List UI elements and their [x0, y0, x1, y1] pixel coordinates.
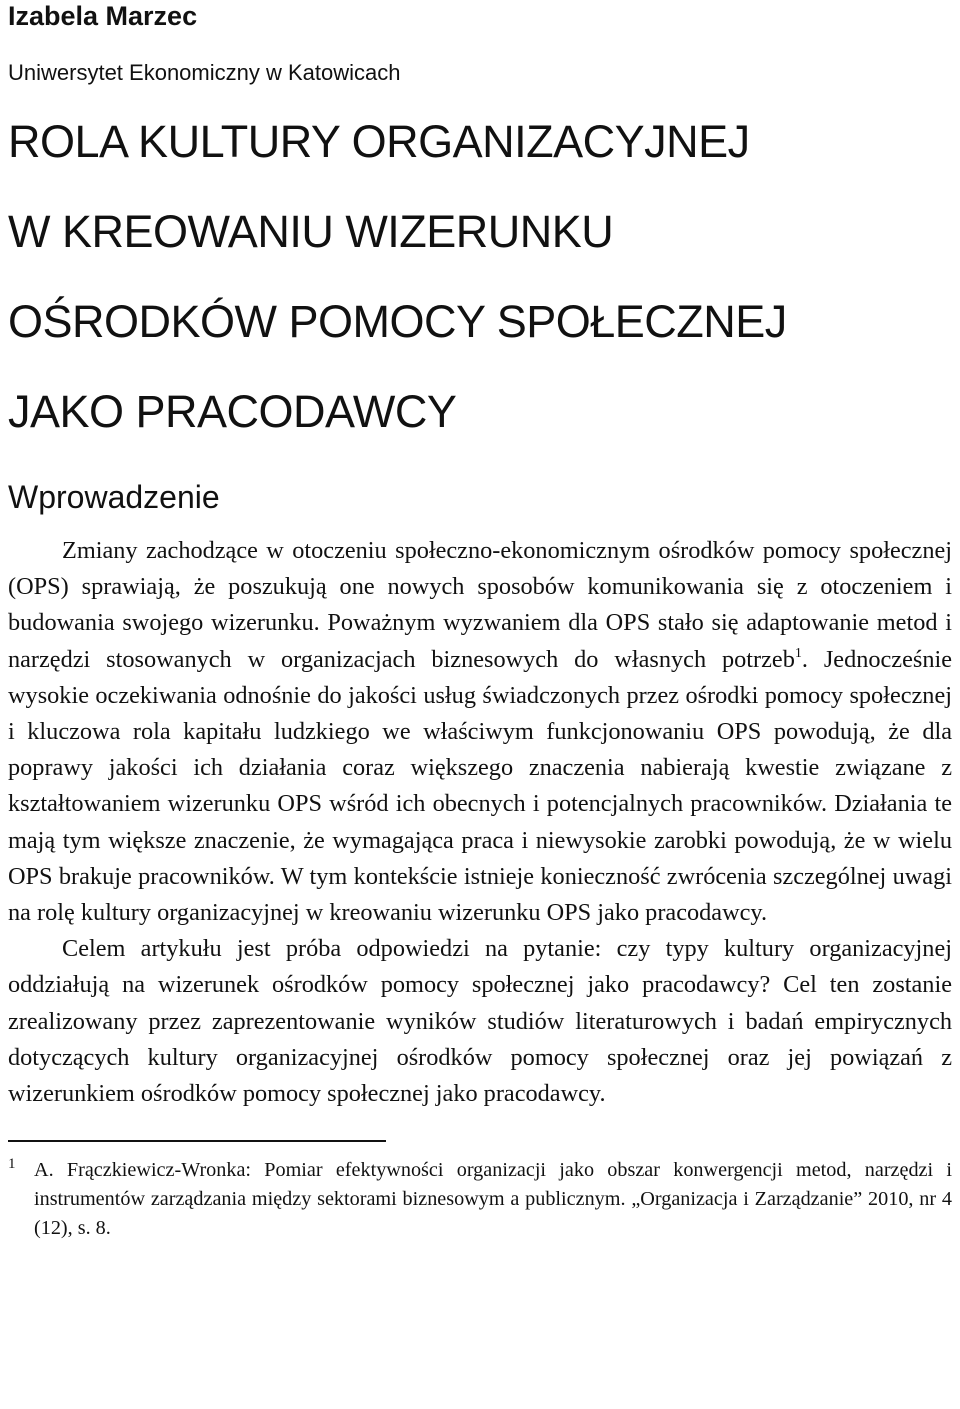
- body-text: [8, 533, 952, 1112]
- title-line-4: JAKO PRACODAWCY: [8, 386, 457, 437]
- paragraph-1: [8, 533, 952, 931]
- title-line-3: OŚRODKÓW POMOCY SPOŁECZNEJ: [8, 296, 787, 347]
- paragraph-2: Celem artykułu jest próba odpowiedzi na pytanie: czy typy kultury organizacyjnej oddziałują na wizerunek ośrodków pomocy społecznej jako pracodawcy? Cel ten zostanie zrealizowany przez zaprezentowanie wyników studiów literaturowych i badań empirycznych dotyczących kultury organizacyjnej ośrodków pomocy społecznej oraz jej powiązań z wizerunkiem ośrodków pomocy społecznej jako pracodawcy.: [8, 935, 952, 1108]
- footnote-text: A. Frączkiewicz-Wronka: Pomiar efektywności organizacji jako obszar konwergencji metod, narzędzi i instrumentów zarządzania między sektorami biznesowym a publicznym. „Organizacja i Zarządzanie” 2010, nr 4 (12), s. 8.: [34, 1159, 952, 1240]
- document-page: [8, 0, 952, 1243]
- footnote-mark: 1: [8, 1156, 16, 1173]
- author-name: Izabela Marzec: [8, 1, 198, 31]
- author-affiliation: Uniwersytet Ekonomiczny w Katowicach: [8, 60, 401, 85]
- title-line-1: ROLA KULTURY ORGANIZACYJNEJ: [8, 116, 750, 167]
- section-heading: Wprowadzenie: [8, 479, 220, 515]
- footnote-reference[interactable]: 1: [794, 645, 802, 661]
- paragraph-1-part-b: . Jednocześnie wysokie oczekiwania odnośnie do jakości usług świadczonych przez ośrodki pomocy społecznej i kluczowa rola kapitału ludzkiego we właściwym funkcjonowaniu OPS powodują, że dla poprawy jakości ich działania coraz większego znaczenia nabierają kwestie związane z kształtowaniem wizerunku OPS wśród ich obecnych i potencjalnych pracowników. Działania te mają tym większe znaczenie, że wymagająca praca i niewysokie zarobki powodują, że w wielu OPS brakuje pracowników. W tym kontekście istnieje konieczność zwrócenia szczególnej uwagi na rolę kultury organizacyjnej w kreowaniu wizerunku OPS jako pracodawcy.: [8, 645, 953, 927]
- article-title: [8, 97, 952, 457]
- footnote-divider: [8, 1140, 386, 1142]
- title-line-2: W KREOWANIU WIZERUNKU: [8, 206, 614, 257]
- footnote: [8, 1156, 952, 1243]
- paragraph-1-part-a: Zmiany zachodzące w otoczeniu społeczno-ekonomicznym ośrodków pomocy społecznej (OPS) sprawiają, że poszukują one nowych sposobów komunikowania się z otoczeniem i budowania swojego wizerunku. Poważnym wyzwaniem dla OPS stało się adaptowanie metod i narzędzi stosowanych w organizacjach biznesowych do własnych potrzeb: [8, 537, 952, 673]
